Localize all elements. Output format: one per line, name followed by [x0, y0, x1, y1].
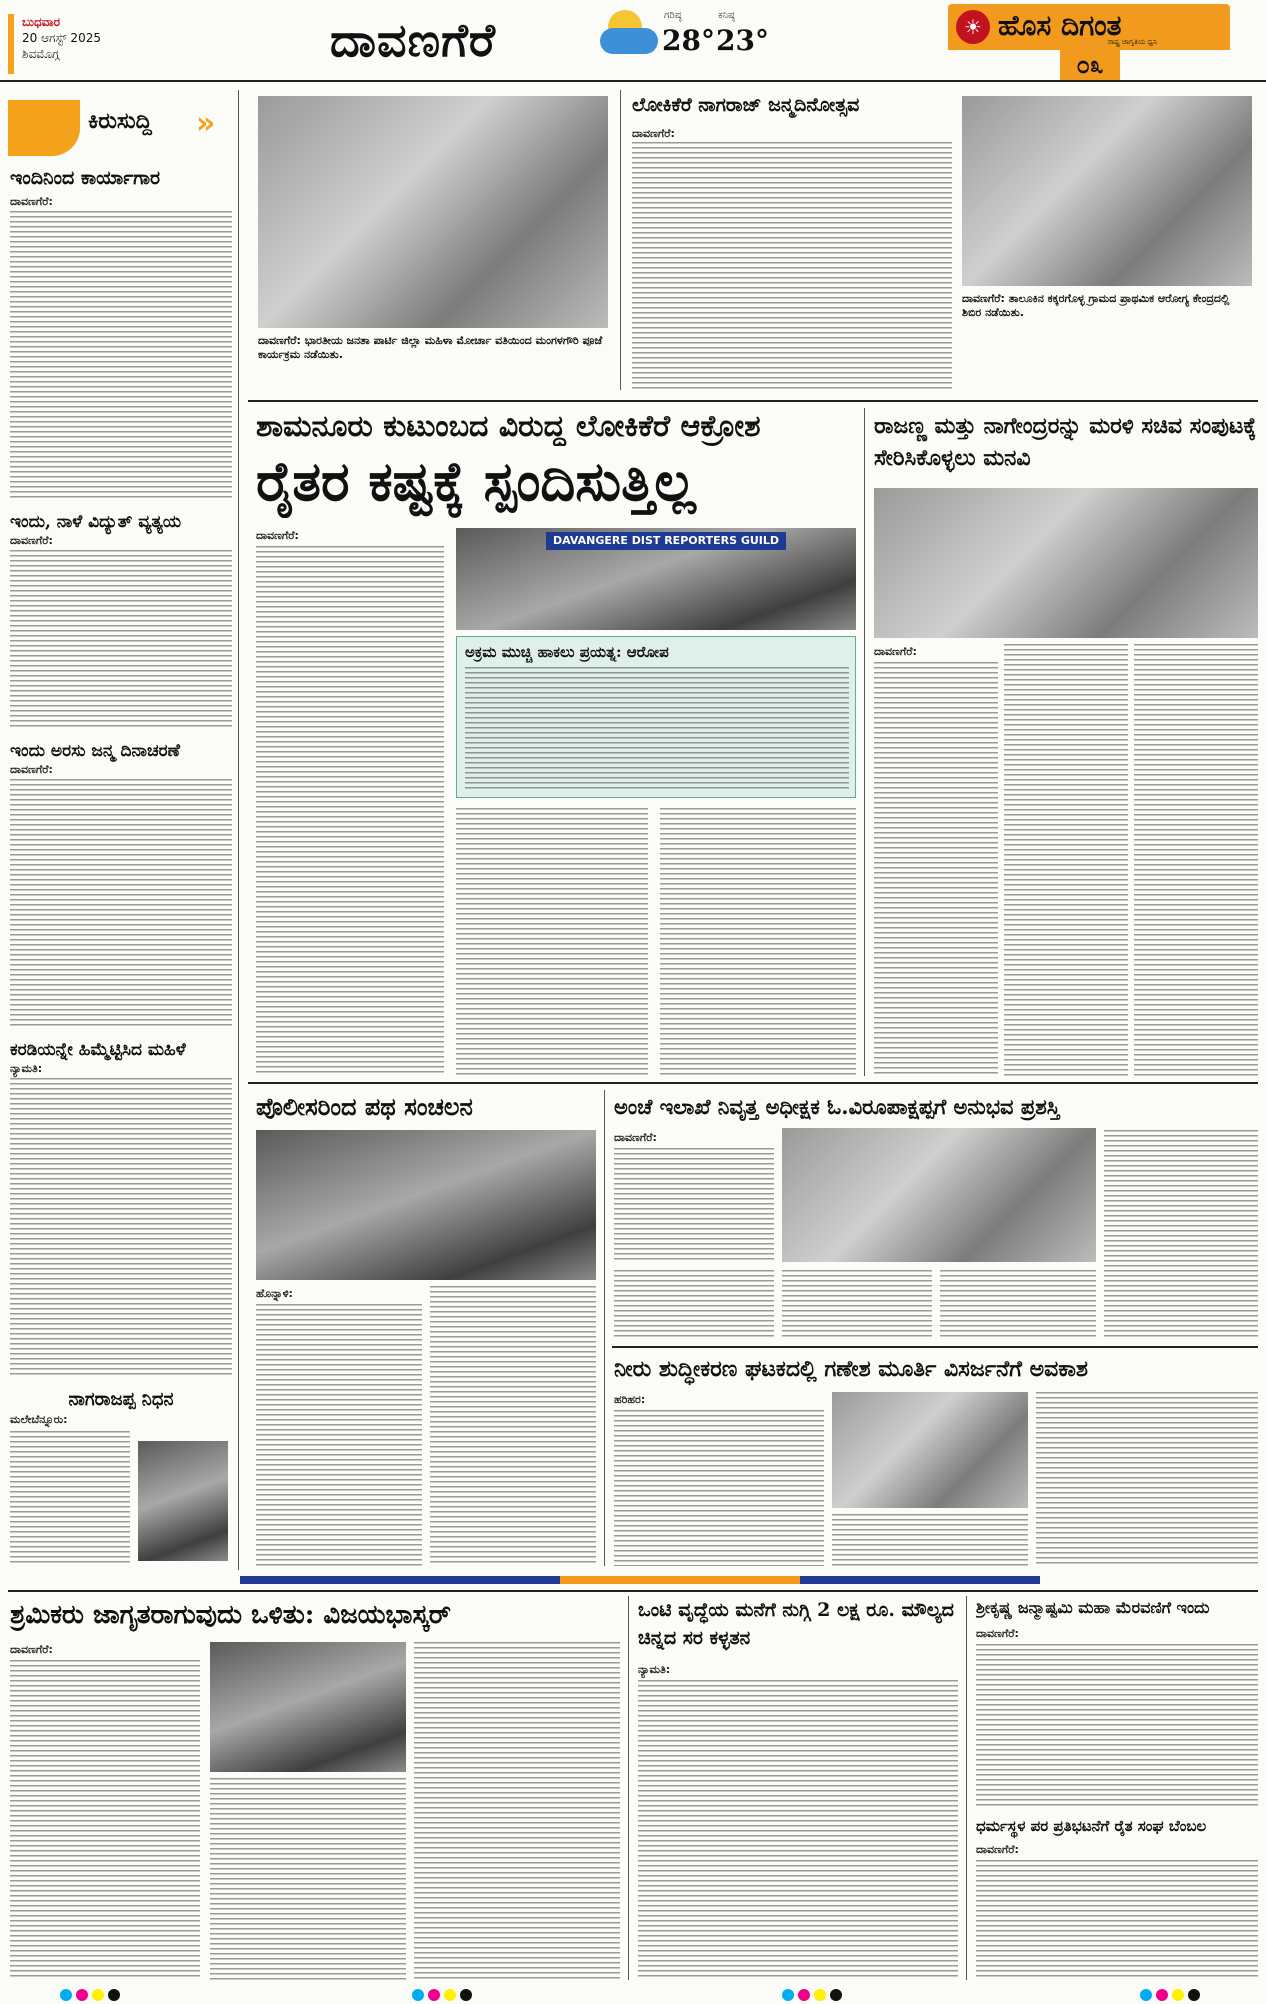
hand-icon	[8, 100, 80, 156]
story-body	[940, 1270, 1096, 1340]
story-headline: ಧರ್ಮಸ್ಥಳ ಪರ ಪ್ರತಿಭಟನೆಗೆ ರೈತ ಸಂಘ ಬೆಂಬಲ	[976, 1817, 1207, 1835]
brand-name: ಹೊಸ ದಿಗಂತ	[998, 9, 1122, 42]
dateline: ದಾವಣಗೆರೆ:	[874, 645, 917, 658]
story-headline: ಲೋಕಿಕೆರೆ ನಾಗರಾಜ್ ಜನ್ಮದಿನೋತ್ಸವ	[632, 94, 860, 116]
press-meet-photo	[456, 528, 856, 630]
story-headline: ಅಂಚೆ ಇಲಾಖೆ ನಿವೃತ್ತ ಅಧೀಕ್ಷಕ ಓ.ವಿರೂಪಾಕ್ಷಪ್ಪಗೆ ಅನುಭವ ಪ್ರಶಸ್ತಿ	[614, 1094, 1060, 1119]
story-body	[614, 1270, 774, 1340]
story-body	[430, 1286, 596, 1566]
story-body	[638, 1680, 958, 1980]
dateline: ಮಲೇಬೆನ್ನೂರು:	[10, 1413, 68, 1426]
dateline: ದಾವಣಗೆರೆ:	[10, 1643, 53, 1656]
story-body	[632, 142, 952, 390]
city-title: ದಾವಣಗೆರೆ	[330, 13, 496, 67]
column-divider	[628, 1596, 629, 1980]
color-bar	[240, 1576, 560, 1584]
section-rule	[8, 1590, 1258, 1592]
issue-date: 20 ಆಗಸ್ಟ್ 2025	[22, 31, 101, 45]
story-headline: ಇಂದು, ನಾಳೆ ವಿದ್ಯುತ್ ವ್ಯತ್ಯಯ	[10, 512, 182, 532]
date-block	[8, 14, 138, 74]
story-body	[1004, 644, 1128, 1076]
story-body	[256, 546, 444, 1076]
story-body	[10, 1078, 232, 1378]
dateline: ದಾವಣಗೆರೆ:	[614, 1131, 657, 1144]
story-body	[10, 779, 232, 1029]
column-divider	[966, 1596, 967, 1980]
dateline: ನ್ಯಾಮತಿ:	[638, 1663, 671, 1676]
column-divider	[604, 1090, 605, 1566]
column-divider	[620, 90, 621, 390]
award-photo	[782, 1128, 1096, 1262]
brand-tagline: ರಾಷ್ಟ್ರ ಜಾಗೃತಿಯ ಧ್ವನಿ	[1108, 38, 1158, 46]
story-body	[874, 662, 998, 1076]
dateline: ದಾವಣಗೆರೆ:	[976, 1627, 1019, 1640]
story-body	[832, 1514, 1028, 1566]
weather-widget	[600, 6, 780, 76]
weekday: ಬುಧವಾರ	[22, 15, 60, 29]
box-title: ಅಕ್ರಮ ಮುಚ್ಚಿ ಹಾಕಲು ಪ್ರಯತ್ನ: ಆರೋಪ	[465, 643, 669, 661]
column-divider	[864, 408, 865, 1076]
story-body	[976, 1644, 1258, 1808]
brand-logo	[948, 4, 1230, 50]
kiru-suddi-title: ಕಿರುಸುದ್ದಿ	[88, 108, 152, 134]
page-number: ೦೩	[1060, 50, 1120, 80]
lead-kicker: ಶಾಮನೂರು ಕುಟುಂಬದ ವಿರುದ್ಧ ಲೋಕಿಕೆರೆ ಆಕ್ರೋಶ	[256, 409, 761, 444]
story-headline: ಕರಡಿಯನ್ನೇ ಹಿಮ್ಮೆಟ್ಟಿಸಿದ ಮಹಿಳೆ	[10, 1040, 186, 1060]
min-temp-label: ಕನಿಷ್ಠ	[718, 10, 735, 21]
dateline: ನ್ಯಾಮತಿ:	[10, 1062, 43, 1075]
story-headline: ಶ್ರಮಿಕರು ಜಾಗೃತರಾಗುವುದು ಒಳಿತು: ವಿಜಯಭಾಸ್ಕರ್	[10, 1600, 451, 1630]
story-headline: ರಾಜಣ್ಣ ಮತ್ತು ನಾಗೇಂದ್ರರನ್ನು ಮರಳಿ ಸಚಿವ ಸಂಪುಟಕ್ಕೆ ಸೇರಿಸಿಕೊಳ್ಳಲು ಮನವಿ	[874, 413, 1257, 471]
dateline: ದಾವಣಗೆರೆ:	[256, 529, 299, 542]
dateline: ದಾವಣಗೆರೆ:	[976, 1843, 1019, 1856]
highlight-box	[456, 636, 856, 798]
story-headline: ಇಂದಿನಿಂದ ಕಾರ್ಯಾಗಾರ	[10, 167, 161, 189]
dateline: ದಾವಣಗೆರೆ:	[10, 763, 53, 776]
photo-caption: ದಾವಣಗೆರೆ: ಭಾರತೀಯ ಜನತಾ ಪಾರ್ಟಿ ಜಿಲ್ಲಾ ಮಹಿಳಾ ಮೋರ್ಚಾ ವತಿಯಿಂದ ಮಂಗಳಗೌರಿ ಪೂಜೆ ಕಾರ್ಯಕ್ರಮ ನಡೆಯಿತು.	[258, 334, 603, 361]
left-column	[10, 166, 232, 1566]
story-headline: ಶ್ರೀಕೃಷ್ಣ ಜನ್ಮಾಷ್ಟಮಿ ಮಹಾ ಮೆರವಣಿಗೆ ಇಂದು	[976, 1598, 1210, 1617]
photo-caption: ದಾವಣಗೆರೆ: ತಾಲೂಕಿನ ಕಕ್ಕರಗೊಳ್ಳ ಗ್ರಾಮದ ಪ್ರಾಥಮಿಕ ಆರೋಗ್ಯ ಕೇಂದ್ರದಲ್ಲಿ ಶಿಬಿರ ನಡೆಯಿತು.	[962, 292, 1230, 319]
color-bar	[560, 1576, 800, 1584]
section-rule	[612, 1346, 1258, 1348]
group-photo	[258, 96, 608, 328]
story-body	[1036, 1392, 1258, 1566]
edition-name: ಶಿವಮೊಗ್ಗ	[22, 47, 60, 61]
dateline: ದಾವಣಗೆರೆ:	[632, 127, 675, 140]
story-body	[10, 1431, 130, 1566]
story-body	[10, 211, 232, 501]
max-temp-label: ಗರಿಷ್ಠ	[664, 10, 682, 21]
flame-icon: ☀	[956, 10, 990, 44]
story-body	[210, 1778, 406, 1980]
kiru-suddi-label	[8, 100, 218, 156]
story-headline: ಒಂಟಿ ವೃದ್ಧೆಯ ಮನೆಗೆ ನುಗ್ಗಿ 2 ಲಕ್ಷ ರೂ. ಮೌಲ್ಯದ ಚಿನ್ನದ ಸರ ಕಳ್ಳತನ	[638, 1599, 954, 1649]
dateline: ಹೊನ್ನಾಳಿ:	[256, 1287, 293, 1300]
memorandum-photo	[874, 488, 1258, 638]
dateline: ದಾವಣಗೆರೆ:	[10, 195, 53, 208]
story-body	[614, 1148, 774, 1260]
chevron-right-icon: »	[196, 106, 216, 141]
story-body	[414, 1642, 620, 1980]
story-body	[456, 808, 648, 1076]
dateline: ದಾವಣಗೆರೆ:	[10, 534, 53, 547]
story-body	[976, 1860, 1258, 1980]
story-headline: ಇಂದು ಅರಸು ಜನ್ಮ ದಿನಾಚರಣೆ	[10, 741, 180, 761]
cloud-icon	[600, 28, 658, 54]
story-body	[10, 1660, 200, 1980]
water-plant-photo	[832, 1392, 1028, 1508]
story-body	[256, 1304, 422, 1566]
section-rule	[248, 1082, 1258, 1084]
story-body	[660, 808, 856, 1076]
box-body	[465, 667, 849, 789]
section-rule	[248, 400, 1258, 402]
workers-photo	[210, 1642, 406, 1772]
print-registration-marks	[0, 1986, 1266, 2004]
masthead	[0, 0, 1266, 82]
column-divider	[238, 90, 239, 1570]
story-body	[614, 1410, 824, 1566]
clinic-photo	[962, 96, 1252, 286]
obituary-photo	[138, 1441, 228, 1561]
story-headline: ಪೊಲೀಸರಿಂದ ಪಥ ಸಂಚಲನ	[256, 1092, 473, 1121]
dateline: ಹರಿಹರ:	[614, 1393, 646, 1406]
color-bar	[800, 1576, 1040, 1584]
story-body	[10, 550, 232, 730]
photo-banner: DAVANGERE DIST REPORTERS GUILD	[546, 532, 786, 550]
lead-headline: ರೈತರ ಕಷ್ಟಕ್ಕೆ ಸ್ಪಂದಿಸುತ್ತಿಲ್ಲ	[256, 449, 696, 513]
story-headline: ನೀರು ಶುದ್ಧೀಕರಣ ಘಟಕದಲ್ಲಿ ಗಣೇಶ ಮೂರ್ತಿ ವಿಸರ್ಜನೆಗೆ ಅವಕಾಶ	[614, 1356, 1088, 1382]
story-headline: ನಾಗರಾಜಪ್ಪ ನಿಧನ	[68, 1389, 174, 1410]
min-temp: 23°	[716, 24, 769, 57]
story-body	[1134, 644, 1258, 1076]
march-photo	[256, 1130, 596, 1280]
story-body	[1104, 1130, 1258, 1340]
max-temp: 28°	[662, 24, 715, 57]
story-body	[782, 1270, 932, 1340]
